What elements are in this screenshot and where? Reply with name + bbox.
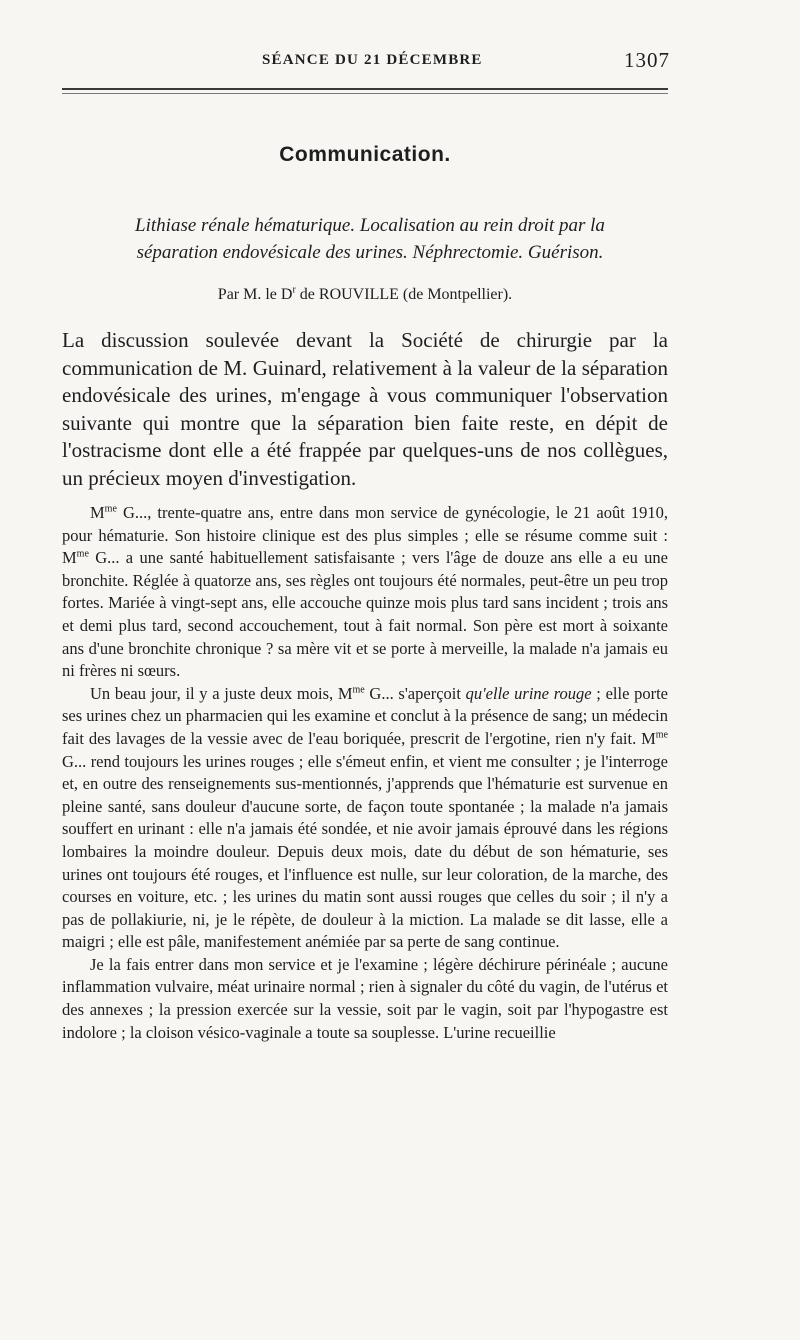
byline-prefix: Par M. le D	[217, 286, 293, 303]
running-title: SÉANCE DU 21 DÉCEMBRE	[262, 52, 483, 68]
paragraph-hematuria-onset	[62, 683, 668, 954]
header-rule-thin	[62, 93, 668, 94]
text-run: G... a une santé habituellement satisfaisante ; vers l'âge de douze ans elle a eu une bronchite. Réglée à quatorze ans, ses règles ont toujours été normales, peut-être un peu trop fortes. Mariée à vingt-sept ans, elle accouche quinze mois plus tard sans incident ; trois ans et demi plus tard, second accouchement, tout à fait normal. Son père est mort à soixante ans d'une bronchite chronique ? sa mère vit et se porte à merveille, la malade n'a jamais eu ni frères ni sœurs.	[62, 548, 668, 681]
text-run: M	[90, 503, 105, 522]
section-heading: Communication.	[279, 143, 451, 166]
intro-paragraph: La discussion soulevée devant la Société de chirurgie par la communication de M. Guinard, relativement à la valeur de la séparation endovésicale des urines, m'engage à vous communiquer l'observation suivante qui montre que la séparation bien faite reste, en dépit de l'ostracisme dont elle a été frappée par quelques-uns de nos collègues, un précieux moyen d'investigation.	[62, 328, 668, 490]
superscript: me	[76, 548, 89, 560]
emphasis: qu'elle urine rouge	[465, 683, 592, 703]
superscript: me	[352, 684, 365, 696]
text-run: G..., trente-quatre ans, entre dans mon service de gynécologie, le 21 août 1910, pour hématurie. Son histoire clinique est des plus simples ; elle se résume comme suit : M	[62, 503, 668, 568]
body-text	[62, 502, 668, 1044]
article-title-line-1: Lithiase rénale hématurique. Localisation au rein droit par la	[135, 215, 605, 236]
text-run: Un beau jour, il y a juste deux mois, M	[90, 683, 353, 703]
running-header	[62, 48, 670, 74]
text-run: G... rend toujours les urines rouges ; elle s'émeut enfin, et vient me consulter ; je l'interroge et, en outre des renseignements sus-mentionnés, j'apprends que l'hématurie est survenue en pleine santé, sans douleur d'aucune sorte, de façon toute spontanée ; la malade n'a jamais souffert en urinant : elle n'a jamais été sondée, et nie avoir jamais éprouvé dans les régions lombaires la moindre douleur. Depuis deux mois, date du début de son hématurie, ses urines ont toujours été rouges, et l'influence est nulle, sur leur coloration, de la marche, des courses en voiture, etc. ; les urines du matin sont aussi rouges que celles du soir ; il n'y a pas de pollakiurie, ni, je le répète, de douleur à la miction. La malade se dit lasse, elle a maigri ; elle est pâle, manifestement anémiée par sa perte de sang continue.	[62, 751, 668, 952]
byline-superscript: r	[292, 284, 296, 296]
byline-author: de ROUVILLE (de Montpellier).	[295, 286, 513, 303]
text-run: G... s'aperçoit	[364, 683, 466, 703]
text-run: ; elle porte ses urines chez un pharmacien qui les examine et conclut à la présence de sang; un médecin fait des lavages de la vessie avec de l'eau boriquée, prescrit de l'ergotine, rien n'y fait. M	[62, 683, 668, 748]
article-title-line-2: séparation endovésicale des urines. Néphrectomie. Guérison.	[136, 242, 604, 263]
byline	[0, 286, 730, 304]
paragraph-examination: Je la fais entrer dans mon service et je l'examine ; légère déchirure périnéale ; aucune inflammation vulvaire, méat urinaire normal ; rien à signaler du côté du vagin, de l'utérus et des annexes ; la pression exercée sur la vessie, soit par le vagin, soit par l'hypogastre est indolore ; la cloison vésico-vaginale a toute sa souplesse. L'urine recueillie	[62, 954, 668, 1042]
paragraph-patient-history	[62, 502, 668, 683]
superscript: me	[655, 729, 668, 741]
header-rule	[62, 88, 668, 90]
superscript: me	[104, 503, 117, 515]
page-number: 1307	[624, 48, 670, 72]
article-title	[90, 212, 650, 266]
